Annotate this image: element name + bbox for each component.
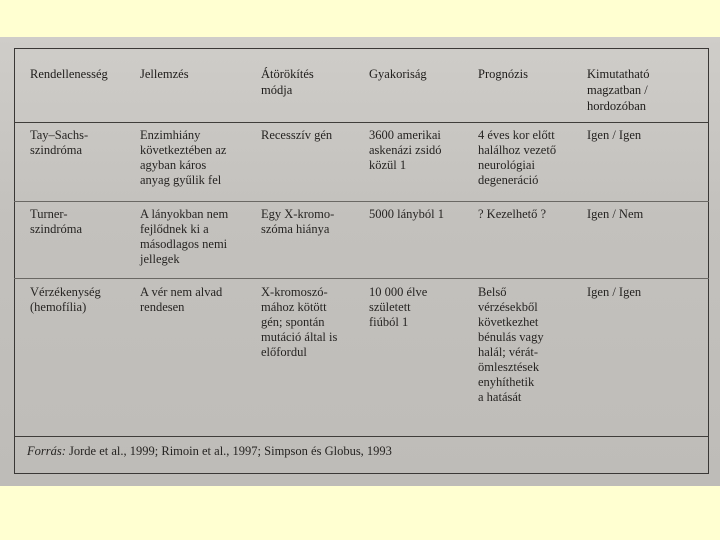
header-divider [14,122,709,123]
table-cell: Belső vérzésekből következhet bénulás vagy halál; vérát- ömlesztések enyhíthetik a hatását [478,285,544,404]
table-cell: Turner- szindróma [30,207,83,236]
header-atorokites: Átörökítés módja [261,67,314,97]
source-label: Forrás: [27,444,66,458]
table-cell: Egy X-kromo- szóma hiánya [261,207,335,236]
table-cell: X-kromoszó- mához kötött gén; spontán mutáció által is előfordul [261,285,338,359]
row-divider [14,201,709,202]
table-cell: 5000 lányból 1 [369,207,444,221]
footer-divider [14,436,709,437]
header-jellemzes: Jellemzés [140,67,189,81]
table-cell: Tay–Sachs- szindróma [30,128,89,157]
table-cell: 3600 amerikai askenázi zsidó közül 1 [369,128,442,172]
header-prognozis: Prognózis [478,67,528,81]
table-cell: Igen / Igen [587,285,642,299]
table-cell: Igen / Nem [587,207,644,221]
header-rendellenesseg: Rendellenesség [30,67,108,81]
header-gyakorisag: Gyakoriság [369,67,427,81]
table-cell: 10 000 élve született fiúból 1 [369,285,428,329]
source-text: Jorde et al., 1999; Rimoin et al., 1997; Simpson és Globus, 1993 [65,444,392,458]
row-divider [14,278,709,279]
table-cell: ? Kezelhető ? [478,207,547,221]
table-cell: A vér nem alvad rendesen [140,285,223,314]
header-kimutathato: Kimutatható magzatban / hordozóban [587,67,650,113]
table-cell: Vérzékenység (hemofília) [30,285,101,314]
table-cell: Igen / Igen [587,128,642,142]
table-cell: Recesszív gén [261,128,333,142]
table-cell: A lányokban nem fejlődnek ki a másodlagos nemi jellegek [140,207,229,266]
table-cell: 4 éves kor előtt halálhoz vezető neurológiai degeneráció [478,128,557,187]
source-citation [27,444,392,459]
table-cell: Enzimhiány következtében az agyban káros anyag gyűlik fel [140,128,227,187]
